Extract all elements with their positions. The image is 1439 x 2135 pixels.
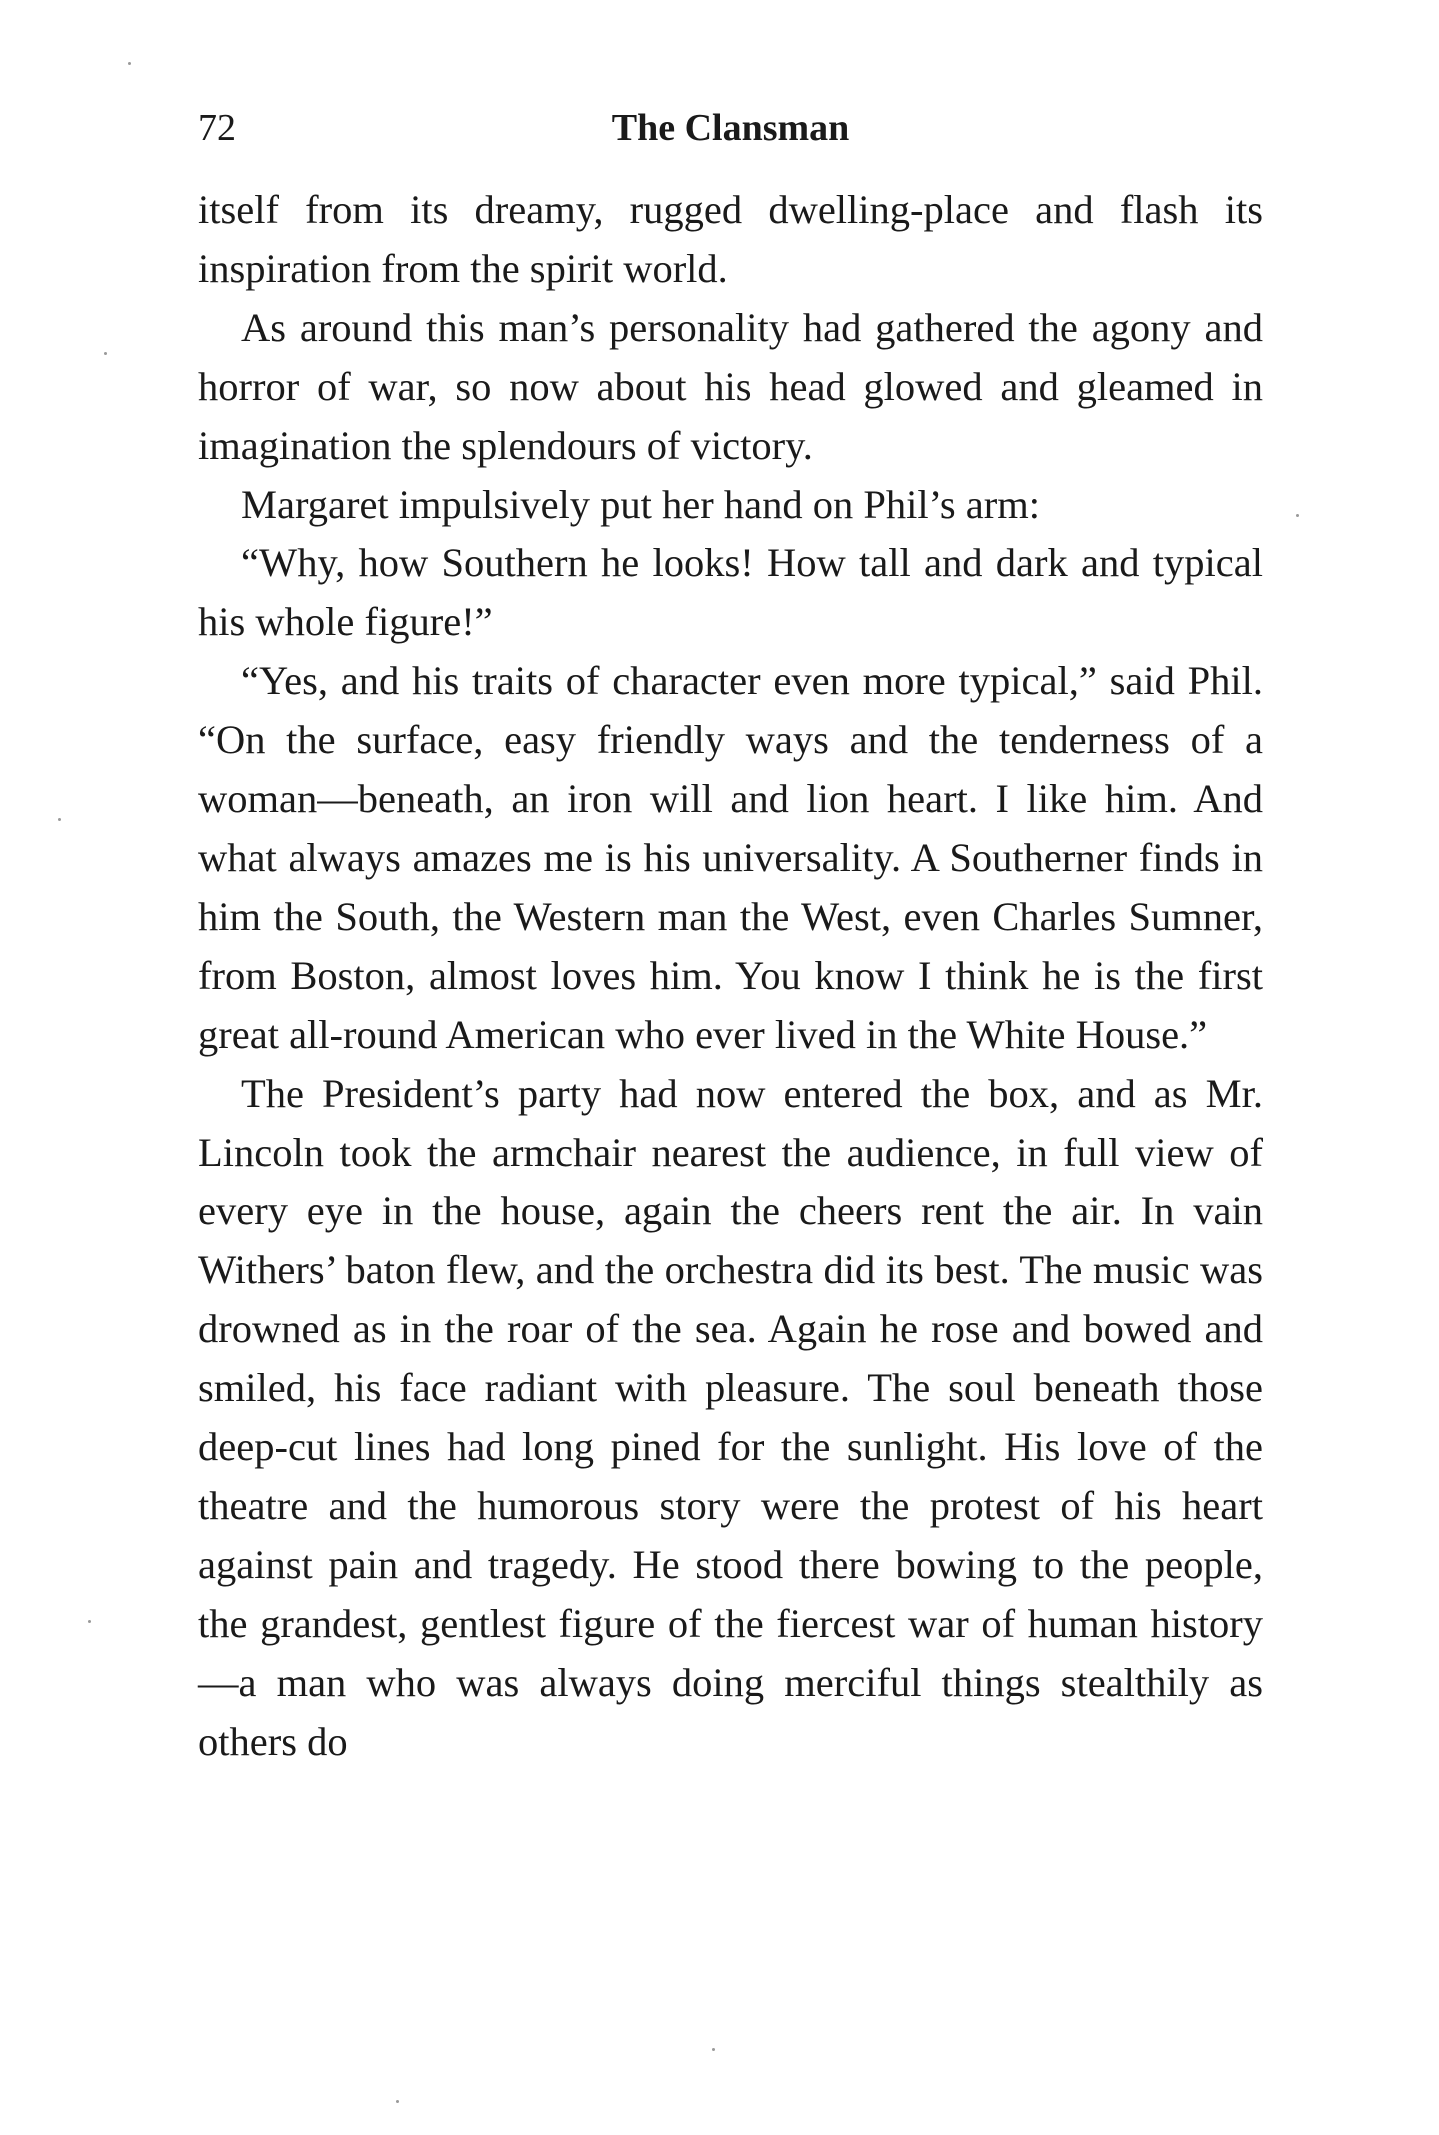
- scan-speck: [396, 2100, 399, 2103]
- paragraph-continued: itself from its dreamy, rugged dwelling-place and flash its inspiration from the spirit world.: [198, 187, 1263, 291]
- scan-speck: [88, 1620, 91, 1623]
- running-title: The Clansman: [611, 107, 850, 149]
- scan-speck: [712, 2048, 715, 2051]
- body-text: [198, 181, 1263, 1771]
- scan-speck: [58, 818, 61, 821]
- page-number: 72: [198, 107, 236, 149]
- scan-speck: [104, 352, 107, 355]
- page-header: [198, 98, 1263, 158]
- paragraph: As around this man’s personality had gathered the agony and horror of war, so now about his head glowed and gleamed in imagination the splendours of victory.: [198, 304, 1263, 468]
- scan-speck: [1296, 514, 1299, 517]
- paragraph: Margaret impulsively put her hand on Phil’s arm:: [241, 481, 1041, 527]
- scan-speck: [128, 62, 131, 65]
- paragraph: “Why, how Southern he looks! How tall and dark and typical his whole figure!”: [198, 540, 1263, 645]
- paragraph: The President’s party had now entered the box, and as Mr. Lincoln took the armchair nearest the audience, in full view of every eye in the house, again the cheers rent the air. In vain Withers’ baton flew, and the orchestra did its best. The music was drowned as in the roar of the sea. Again he rose and bowed and smiled, his face radiant with pleasure. The soul beneath those deep-cut lines had long pined for the sunlight. His love of the theatre and the humorous story were the protest of his heart against pain and tragedy. He stood there bowing to the people, the grandest, gentlest figure of the fiercest war of human history—a man who was always doing merciful things stealthily as others do: [198, 1070, 1263, 1764]
- paragraph: “Yes, and his traits of character even more typical,” said Phil. “On the surface, easy friendly ways and the tenderness of a woman—beneath, an iron will and lion heart. I like him. And what always amazes me is his universality. A Southerner finds in him the South, the Western man the West, even Charles Sumner, from Boston, almost loves him. You know I think he is the first great all-round American who ever lived in the White House.”: [198, 658, 1263, 1057]
